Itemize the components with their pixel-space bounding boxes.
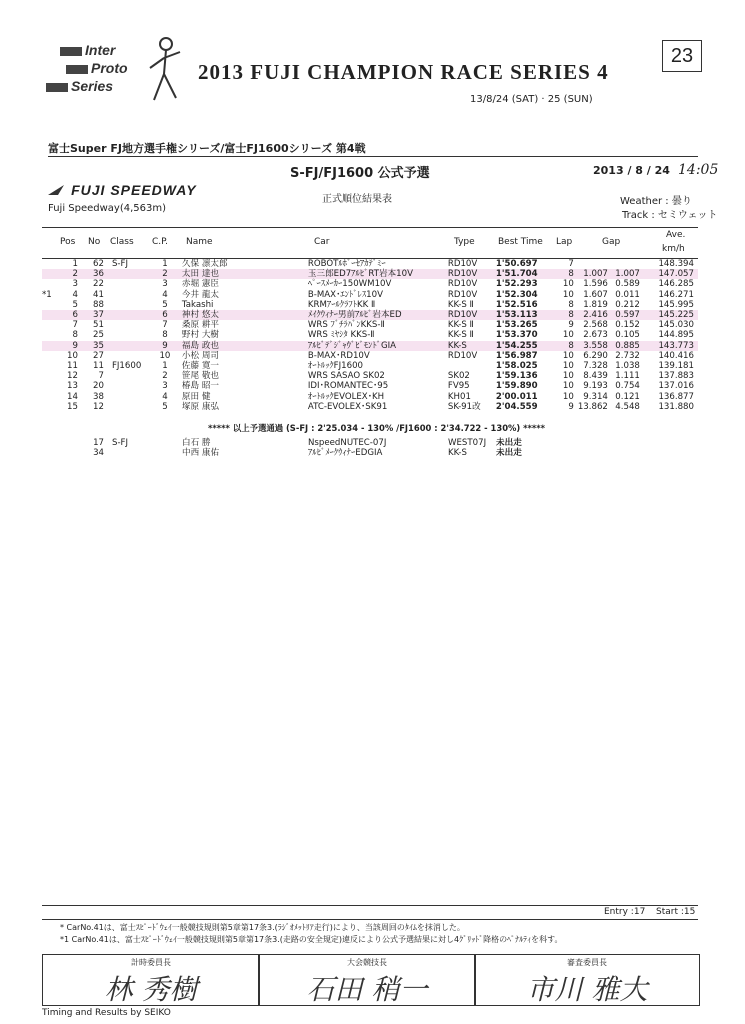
table-cell: 146.285 [658,279,694,290]
table-cell: 玉三郎ED7ｱﾙﾋﾞRT岩本10V [307,269,413,280]
round-number: 23 [662,40,702,72]
table-cell [608,259,640,269]
table-cell [42,279,60,289]
signature-title: 大会競技長 [347,958,387,967]
table-cell [108,448,148,458]
table-cell: B-MAX･ｴﾝﾄﾞﾚｽ10V [307,289,383,300]
table-cell [42,371,60,381]
table-cell: 1 [162,259,168,269]
table-cell: 137.016 [658,381,694,392]
table-cell: 未出走 [496,448,522,459]
table-cell: 137.883 [658,371,694,382]
table-cell: 神村 悠太 [181,310,220,321]
table-cell: 1'54.255 [495,340,538,351]
table-cell: KK-S [448,448,467,459]
table-cell: 久保 凛太郎 [181,259,228,269]
empty-cell [608,448,640,458]
table-cell [42,361,60,371]
table-row [42,259,698,269]
table-cell: 1'52.304 [495,289,538,300]
weather: Weather : 曇り [620,196,692,207]
qualify-line: ***** 以上予選通過 (S-FJ : 2'25.034 - 130% /FJ1600 : 2'34.722 - 130%) ***** [208,423,546,433]
table-cell: 白石 勝 [182,438,211,448]
track-condition: Track : セミウェット [622,210,718,221]
table-cell: SK02 [447,371,470,382]
table-cell: 7.328 [583,361,608,372]
table-cell: ROBOTﾙﾎﾞｰｾｱｶﾃﾞﾐｰ [307,259,386,269]
table-cell: KK-S [447,340,467,351]
table-cell: 7 [162,320,168,331]
table-cell: RD10V [447,289,478,300]
table-cell [108,279,148,289]
signature-box-race-director [258,954,476,1006]
table-cell: 2 [162,269,168,280]
session-date: 2013 / 8 / 24 [593,164,670,177]
table-cell [108,330,148,340]
table-cell: 1 [72,259,78,269]
col-lap: Lap [556,237,573,247]
table-cell [108,290,148,300]
col-name: Name [186,237,213,247]
table-cell [108,371,148,381]
col-cp: C.P. [152,237,169,247]
table-cell [108,381,148,391]
empty-cell [640,448,698,458]
table-cell: 10 [562,381,574,392]
signature-title: 計時委員長 [131,958,171,967]
table-cell: 4 [72,289,78,300]
table-cell [42,300,60,310]
table-row [42,290,698,300]
table-cell: 10 [562,371,574,382]
table-cell: 2'04.559 [495,401,538,412]
table-row [42,279,698,289]
table-cell: 4 [162,289,168,300]
inter-proto-logo [46,42,128,94]
table-cell: 塚原 康弘 [181,401,220,412]
table-cell: 143.773 [658,340,694,351]
table-cell: 1'59.890 [495,381,538,392]
signature: 林 秀樹 [104,973,198,1006]
table-cell: 88 [93,299,104,310]
col-car: Car [314,237,330,247]
table-cell: 0.212 [615,299,640,310]
table-cell: 8 [72,330,78,341]
table-cell: 野村 大樹 [181,330,220,341]
table-row [42,351,698,361]
table-cell: 2 [72,269,78,280]
signature-title: 審査委員長 [567,958,607,967]
dns-table [42,438,698,458]
table-row [42,330,698,340]
signature-box-timing [42,954,260,1006]
table-cell: 3 [162,381,168,392]
empty-cell [60,438,82,448]
table-cell: *1 [42,289,52,300]
footer-credit: Timing and Results by SEIKO [42,1008,171,1018]
table-cell [42,381,60,391]
dns-row [42,448,698,458]
table-cell: 8 [162,330,168,341]
table-cell: 1'59.136 [495,371,538,382]
empty-cell [552,448,578,458]
table-cell: Takashi [181,299,214,310]
col-no: No [88,237,101,247]
col-type: Type [454,237,475,247]
table-cell: 7 [72,320,78,331]
table-cell: 1'53.370 [495,330,538,341]
table-cell: 10 [159,350,171,361]
table-cell: ｱﾙﾋﾞﾒｰｸｳｨﾅｰEDGIA [308,448,383,459]
empty-cell [148,448,182,458]
table-cell: 2 [162,371,168,382]
table-cell: 0.011 [615,289,640,300]
table-cell: 1.111 [615,371,640,382]
table-row [42,392,698,402]
table-cell: 0.152 [615,320,640,331]
table-cell: S-FJ [111,259,128,269]
note-1: * CarNo.41は、富士ｽﾋﾟｰﾄﾞｳｪｲ一般競技規則第5章第17条3.(ﾗｼﾞｵﾒｯﾄﾘｱ走行)により、当該周回のﾀｲﾑを抹消した。 [60,923,465,932]
empty-cell [608,438,640,448]
table-cell: 6.290 [583,350,608,361]
table-cell: 0.589 [615,279,640,290]
table-cell [42,402,60,412]
table-cell [108,320,148,330]
table-cell [42,259,60,269]
table-cell: ATC-EVOLEX･SK91 [307,401,388,412]
table-cell: 136.877 [658,391,694,402]
table-cell: ｵｰﾄﾙｯｸFJ1600 [307,361,364,372]
table-cell: 35 [93,340,104,351]
table-header [42,228,698,258]
table-cell: RD10V [447,310,478,321]
table-cell: 1.596 [583,279,608,290]
table-cell: 9 [568,401,574,412]
table-cell: 12 [67,371,78,382]
table-cell: 27 [93,350,104,361]
table-cell: WRS SASAO SK02 [307,371,385,382]
table-cell: 2.416 [583,310,608,321]
table-cell [108,310,148,320]
series-title: 2013 FUJI CHAMPION RACE SERIES 4 [198,60,609,84]
empty-cell [578,438,608,448]
table-cell [42,330,60,340]
table-cell: KRMｱｰﾙｸﾗﾌﾄKK Ⅱ [307,299,376,310]
table-cell [108,269,148,279]
table-cell: B-MAX･RD10V [307,350,370,361]
table-cell: 2'00.011 [495,391,538,402]
table-cell: 1 [162,361,168,372]
table-cell: 10 [562,289,574,300]
table-cell: 17 [93,438,104,448]
table-cell: 9 [568,320,574,331]
signature: 市川 雅大 [526,973,648,1006]
table-cell [578,259,608,269]
table-cell: 0.105 [615,330,640,341]
table-cell: 15 [67,401,78,412]
table-cell: 140.416 [658,350,694,361]
table-cell: 37 [93,310,104,321]
col-pos: Pos [60,237,76,247]
table-cell: KH01 [447,391,471,402]
table-cell: KK-S Ⅱ [447,320,474,331]
table-cell: WRS ﾐﾔｼﾀ KKS-Ⅱ [307,330,375,341]
table-cell [42,320,60,330]
table-cell: 20 [93,381,104,392]
table-cell: 38 [93,391,104,402]
table-cell: 1.038 [615,361,640,372]
table-cell: 5 [162,299,168,310]
table-row [42,341,698,351]
table-cell: 12 [93,401,104,412]
table-cell [108,392,148,402]
table-row [42,381,698,391]
table-cell: RD10V [447,269,478,280]
table-cell: 4.548 [615,401,640,412]
table-cell: 148.394 [658,259,694,269]
table-cell: 5 [72,299,78,310]
table-cell: 2.732 [615,350,640,361]
table-cell: 6 [72,310,78,321]
table-row [42,300,698,310]
table-cell: 13.862 [577,401,608,412]
logo-line3: Series [71,78,114,94]
table-cell: ﾍﾟｰｽﾒｰｶｰ150WM10V [307,279,392,290]
table-cell: 1'52.516 [495,299,538,310]
handwritten-time: 14:05 [678,162,719,178]
signature-box-steward [474,954,700,1006]
result-type: 正式順位結果表 [322,194,392,205]
table-cell: 未出走 [496,438,522,448]
table-cell: 桑原 耕平 [181,320,220,331]
table-cell: RD10V [447,279,478,290]
table-cell: FJ1600 [111,361,142,372]
table-cell: 0.121 [615,391,640,402]
table-cell: 1.819 [583,299,608,310]
table-cell: 10 [562,279,574,290]
empty-cell [42,438,60,448]
table-cell: RD10V [447,350,478,361]
table-cell: 25 [93,330,104,341]
table-cell: 1.007 [615,269,640,280]
table-cell: 福島 政也 [181,340,220,351]
table-cell: 2.568 [583,320,608,331]
col-ave-unit: km/h [662,244,685,254]
table-row [42,402,698,412]
table-cell: 11 [93,361,104,372]
table-cell: 0.885 [615,340,640,351]
table-cell: 3.558 [583,340,608,351]
table-cell: 22 [93,279,104,290]
table-cell [42,269,60,279]
table-cell: 10 [562,330,574,341]
col-gap: Gap [602,237,621,247]
table-cell: 145.030 [658,320,694,331]
table-cell: 8 [568,299,574,310]
empty-cell [60,448,82,458]
empty-cell [148,438,182,448]
table-cell: 14 [67,391,78,402]
table-cell: 1'56.987 [495,350,538,361]
table-cell [42,341,60,351]
table-cell: 3 [72,279,78,290]
table-cell: 原田 健 [181,391,211,402]
table-cell: 2.673 [583,330,608,341]
table-cell: WEST07J [448,438,487,448]
table-cell: FV95 [447,381,470,392]
entry-count: Entry :17 [604,907,646,917]
table-cell: 147.057 [658,269,694,280]
dns-row [42,438,698,448]
table-cell: 中西 康佑 [182,448,220,459]
table-cell: 1'58.025 [495,361,538,372]
logo-line2: Proto [91,60,128,76]
table-cell [108,402,148,412]
logo-line1: Inter [85,42,116,58]
table-cell: 131.880 [658,401,694,412]
table-cell: 椿島 昭一 [181,381,220,392]
table-cell: 太田 達也 [181,269,220,280]
table-cell: 0.597 [615,310,640,321]
speed-swoosh-icon [46,183,66,199]
table-row [42,269,698,279]
table-cell: 1'53.265 [495,320,538,331]
table-cell [42,392,60,402]
table-cell: 8.439 [583,371,608,382]
start-count: Start :15 [656,907,696,917]
empty-cell [578,448,608,458]
note-2: *1 CarNo.41は、富士ｽﾋﾟｰﾄﾞｳｪｲ一般競技規則第5章第17条3.(走路の安全規定)違反により公式予選結果に対し4ｸﾞﾘｯﾄﾞ降格のﾍﾟﾅﾙﾃｨを科す。 [60,935,563,944]
signature: 石田 稍一 [306,973,428,1006]
table-cell: 9 [72,340,78,351]
table-cell: 1.607 [583,289,608,300]
table-cell: 8 [568,269,574,280]
table-cell: 11 [67,361,78,372]
table-cell: 1'52.293 [495,279,538,290]
empty-cell [640,438,698,448]
table-cell: KK-S Ⅱ [447,299,474,310]
table-cell: 13 [67,381,78,392]
table-cell: 佐藤 寛一 [181,361,220,372]
circuit-name: Fuji Speedway(4,563m) [48,203,167,214]
table-row [42,320,698,330]
table-cell: ｱﾙﾋﾞﾃﾞｼﾞｬｳﾞﾋﾞﾓﾝﾄﾞGIA [307,340,397,351]
table-cell: SK-91改 [447,401,481,412]
table-cell: 146.271 [658,289,694,300]
session-title: S-FJ/FJ1600 公式予選 [290,166,430,181]
table-cell: 1'51.704 [495,269,538,280]
col-best-time: Best Time [498,237,543,247]
event-title: 富士Super FJ地方選手権シリーズ/富士FJ1600シリーズ 第4戦 [48,142,366,155]
table-cell: 145.225 [658,310,694,321]
table-cell: 1.007 [583,269,608,280]
table-cell [42,310,60,320]
table-cell: 34 [93,448,104,459]
table-cell: IDI･ROMANTEC･95 [307,381,389,392]
results-table [42,259,698,412]
table-cell: 7 [98,371,104,382]
fuji-speedway-logo [46,180,197,199]
table-cell: S-FJ [112,438,129,448]
table-cell: ｵｰﾄﾙｯｸEVOLEX･KH [307,391,385,402]
table-cell: 9 [162,340,168,351]
table-cell: 9.314 [583,391,608,402]
table-cell: 9.193 [583,381,608,392]
table-cell: 62 [93,259,104,269]
col-class: Class [110,237,134,247]
table-cell: 6 [162,310,168,321]
table-cell: 51 [93,320,104,331]
table-row [42,310,698,320]
table-cell: 139.181 [658,361,694,372]
table-cell: WRS ﾌﾞﾁﾗﾊﾞﾝKKS-Ⅱ [307,320,385,331]
empty-cell [42,448,60,458]
table-cell: 0.754 [615,381,640,392]
series-dates: 13/8/24 (SAT) · 25 (SUN) [470,94,593,105]
table-cell: 笹尾 敬也 [181,371,220,382]
table-cell [42,351,60,361]
table-cell: 1'53.113 [495,310,538,321]
table-cell: KK-S Ⅱ [447,330,474,341]
table-cell: 3 [162,279,168,290]
table-cell: RD10V [447,259,478,269]
table-cell: 7 [568,259,574,269]
table-cell: 10 [67,350,78,361]
table-cell: 10 [562,361,574,372]
table-cell: 10 [562,391,574,402]
table-cell: 赤堀 憲臣 [181,279,220,290]
racer-figure-icon [142,34,190,104]
table-cell: 145.995 [658,299,694,310]
table-cell: 36 [93,269,104,280]
table-cell: 41 [93,289,104,300]
table-cell: 小松 周司 [181,350,220,361]
table-cell [108,351,148,361]
table-cell: ﾒｲｸｳｨﾅｰ男前ｱﾙﾋﾞ岩本ED [307,310,402,321]
empty-cell [552,438,578,448]
table-cell: 8 [568,340,574,351]
table-cell [108,341,148,351]
table-cell [108,300,148,310]
table-cell [448,361,496,371]
table-cell: 4 [162,391,168,402]
table-row [42,371,698,381]
table-cell: 5 [162,401,168,412]
table-cell: 8 [568,310,574,321]
table-cell: NspeedNUTEC-07J [308,438,387,448]
circuit-logo-text: FUJI SPEEDWAY [71,182,197,198]
col-ave: Ave. [666,230,686,240]
table-cell: 今井 龍太 [181,289,220,300]
table-cell: 144.895 [658,330,694,341]
table-row [42,361,698,371]
table-cell: 1'50.697 [495,259,538,269]
table-cell: 10 [562,350,574,361]
